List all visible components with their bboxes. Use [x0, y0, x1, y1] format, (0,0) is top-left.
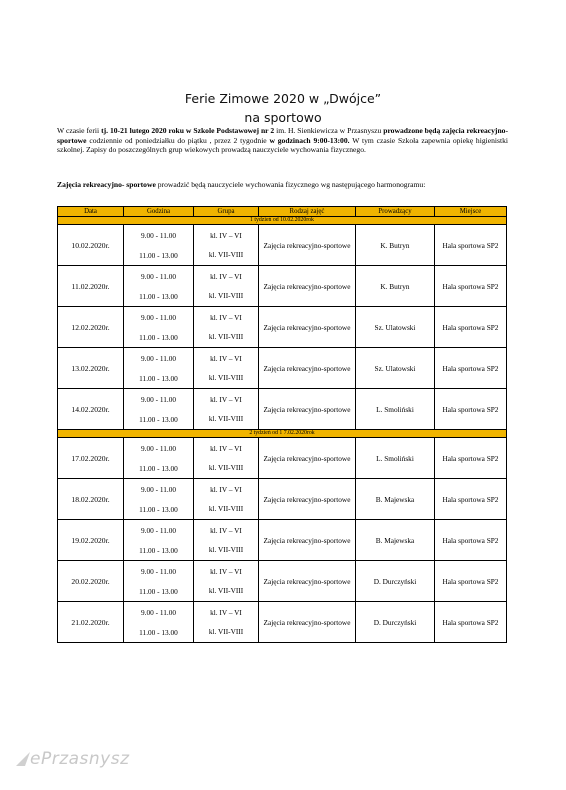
cell-teacher: D. Durczyński	[356, 561, 435, 602]
cell-type: Zajęcia rekreacyjno-sportowe	[259, 389, 356, 430]
table-row	[58, 438, 507, 479]
cell-type: Zajęcia rekreacyjno-sportowe	[259, 438, 356, 479]
table-row	[58, 266, 507, 307]
week-label: 1 tydzień od 10.02.2020rok	[58, 217, 507, 225]
cell-group	[194, 389, 259, 430]
time-slot-1: 9.00 - 11.00	[141, 484, 176, 494]
time-slot-1: 9.00 - 11.00	[141, 312, 176, 322]
time-slot-2: 11.00 - 13.00	[139, 586, 178, 596]
group-1: kl. IV – VI	[210, 354, 242, 363]
intro-paragraph	[57, 126, 508, 155]
table-row	[58, 561, 507, 602]
time-slot-2: 11.00 - 13.00	[139, 414, 178, 424]
cell-time	[124, 602, 194, 643]
cell-place: Hala sportowa SP2	[435, 225, 507, 266]
cell-time	[124, 438, 194, 479]
cell-date: 14.02.2020r.	[58, 389, 124, 430]
time-slot-2: 11.00 - 13.00	[139, 332, 178, 342]
intro-bold-3: w godzinach 9:00-13:00.	[269, 135, 350, 145]
cell-place: Hala sportowa SP2	[435, 389, 507, 430]
group-1: kl. IV – VI	[210, 313, 242, 322]
cell-teacher: D. Durczyński	[356, 602, 435, 643]
cell-type: Zajęcia rekreacyjno-sportowe	[259, 479, 356, 520]
cell-date: 17.02.2020r.	[58, 438, 124, 479]
schedule-intro	[57, 180, 508, 190]
cell-time	[124, 266, 194, 307]
group-1: kl. IV – VI	[210, 272, 242, 281]
cell-type: Zajęcia rekreacyjno-sportowe	[259, 348, 356, 389]
intro-bold-2: prowadzone będą zajęcia rekreacyjno- sportowe	[57, 126, 508, 145]
cell-group	[194, 266, 259, 307]
cell-group	[194, 561, 259, 602]
group-1: kl. IV – VI	[210, 608, 242, 617]
time-slot-1: 9.00 - 11.00	[141, 566, 176, 576]
cell-teacher: Sz. Ulatowski	[356, 307, 435, 348]
cell-time	[124, 561, 194, 602]
header-group: Grupa	[194, 207, 259, 217]
time-slot-1: 9.00 - 11.00	[141, 443, 176, 453]
cell-place: Hala sportowa SP2	[435, 479, 507, 520]
time-slot-1: 9.00 - 11.00	[141, 353, 176, 363]
week-separator-row	[58, 217, 507, 225]
group-2: kl. VII-VIII	[208, 373, 244, 382]
group-2: kl. VII-VIII	[208, 463, 244, 472]
cell-date: 12.02.2020r.	[58, 307, 124, 348]
cell-type: Zajęcia rekreacyjno-sportowe	[259, 266, 356, 307]
table-row	[58, 307, 507, 348]
cell-time	[124, 307, 194, 348]
schedule-intro-bold: Zajęcia rekreacyjno- sportowe	[57, 180, 156, 189]
group-2: kl. VII-VIII	[208, 332, 244, 341]
time-slot-2: 11.00 - 13.00	[139, 463, 178, 473]
time-slot-2: 11.00 - 13.00	[139, 373, 178, 383]
header-teacher: Prowadzący	[356, 207, 435, 217]
schedule-intro-text: prowadzić będą nauczyciele wychowania fizycznego wg następującego harmonogramu:	[155, 180, 426, 189]
page-title: Ferie Zimowe 2020 w „Dwójce”	[184, 91, 382, 106]
time-slot-2: 11.00 - 13.00	[139, 291, 178, 301]
table-row	[58, 348, 507, 389]
cell-time	[124, 389, 194, 430]
cell-date: 13.02.2020r.	[58, 348, 124, 389]
cell-group	[194, 225, 259, 266]
group-2: kl. VII-VIII	[208, 250, 244, 259]
table-header-row	[58, 207, 507, 217]
cell-type: Zajęcia rekreacyjno-sportowe	[259, 602, 356, 643]
cell-teacher: K. Butryn	[356, 266, 435, 307]
cell-time	[124, 348, 194, 389]
cell-date: 19.02.2020r.	[58, 520, 124, 561]
group-2: kl. VII-VIII	[208, 586, 244, 595]
cell-type: Zajęcia rekreacyjno-sportowe	[259, 561, 356, 602]
cell-time	[124, 520, 194, 561]
group-1: kl. IV – VI	[210, 444, 242, 453]
cell-group	[194, 520, 259, 561]
cell-date: 11.02.2020r.	[58, 266, 124, 307]
intro-text-3: codziennie od poniedziałku do piątku , przez 2 tygodnie	[86, 135, 270, 145]
group-2: kl. VII-VIII	[208, 414, 244, 423]
cell-date: 10.02.2020r.	[58, 225, 124, 266]
cell-teacher: B. Majewska	[356, 479, 435, 520]
cell-place: Hala sportowa SP2	[435, 602, 507, 643]
cell-group	[194, 307, 259, 348]
cell-group	[194, 479, 259, 520]
cell-place: Hala sportowa SP2	[435, 307, 507, 348]
cell-teacher: B. Majewska	[356, 520, 435, 561]
cell-group	[194, 348, 259, 389]
group-1: kl. IV – VI	[210, 485, 242, 494]
group-1: kl. IV – VI	[210, 567, 242, 576]
header-date: Data	[58, 207, 124, 217]
cell-type: Zajęcia rekreacyjno-sportowe	[259, 307, 356, 348]
watermark: ePrzasnysz	[30, 749, 130, 769]
intro-text-1: W czasie ferii	[57, 126, 102, 135]
week-separator-row	[58, 430, 507, 438]
cell-place: Hala sportowa SP2	[435, 561, 507, 602]
header-place: Miejsce	[435, 207, 507, 217]
cell-place: Hala sportowa SP2	[435, 348, 507, 389]
cell-place: Hala sportowa SP2	[435, 438, 507, 479]
header-time: Godzina	[124, 207, 194, 217]
time-slot-2: 11.00 - 13.00	[139, 250, 178, 260]
time-slot-1: 9.00 - 11.00	[141, 607, 176, 617]
time-slot-1: 9.00 - 11.00	[141, 394, 176, 404]
time-slot-1: 9.00 - 11.00	[141, 525, 176, 535]
group-2: kl. VII-VIII	[208, 291, 244, 300]
intro-text-4: W tym czasie Szkoła zapewnia opiekę higienistki szkolnej. Zapisy do poszczególnych grup wiekowych prowadzą nauczyciele wychowania fizycznego.	[57, 135, 508, 155]
cell-type: Zajęcia rekreacyjno-sportowe	[259, 225, 356, 266]
group-2: kl. VII-VIII	[208, 545, 244, 554]
group-1: kl. IV – VI	[210, 231, 242, 240]
time-slot-1: 9.00 - 11.00	[141, 271, 176, 281]
cell-time	[124, 225, 194, 266]
cell-type: Zajęcia rekreacyjno-sportowe	[259, 520, 356, 561]
group-2: kl. VII-VIII	[208, 627, 244, 636]
header-type: Rodzaj zajęć	[259, 207, 356, 217]
intro-text-2: im. H. Sienkiewicza w Przasnyszu	[274, 126, 384, 135]
table-row	[58, 602, 507, 643]
week-label: 2 tydzień od 1 7.02.2020rok	[58, 430, 507, 438]
page-subtitle: na sportowo	[244, 110, 322, 125]
cell-group	[194, 438, 259, 479]
cell-date: 21.02.2020r.	[58, 602, 124, 643]
table-row	[58, 389, 507, 430]
intro-bold-1: tj. 10-21 lutego 2020 roku w Szkole Podstawowej nr 2	[101, 126, 275, 135]
cell-place: Hala sportowa SP2	[435, 520, 507, 561]
cell-teacher: L. Smoliński	[356, 389, 435, 430]
table-row	[58, 225, 507, 266]
cell-group	[194, 602, 259, 643]
cell-date: 20.02.2020r.	[58, 561, 124, 602]
group-1: kl. IV – VI	[210, 395, 242, 404]
cell-time	[124, 479, 194, 520]
group-2: kl. VII-VIII	[208, 504, 244, 513]
time-slot-1: 9.00 - 11.00	[141, 230, 176, 240]
table-row	[58, 520, 507, 561]
group-1: kl. IV – VI	[210, 526, 242, 535]
time-slot-2: 11.00 - 13.00	[139, 504, 178, 514]
cell-teacher: Sz. Ulatowski	[356, 348, 435, 389]
cell-date: 18.02.2020r.	[58, 479, 124, 520]
cell-place: Hala sportowa SP2	[435, 266, 507, 307]
time-slot-2: 11.00 - 13.00	[139, 545, 178, 555]
cell-teacher: L. Smoliński	[356, 438, 435, 479]
cell-teacher: K. Butryn	[356, 225, 435, 266]
table-row	[58, 479, 507, 520]
time-slot-2: 11.00 - 13.00	[139, 627, 178, 637]
schedule-table	[57, 206, 507, 643]
